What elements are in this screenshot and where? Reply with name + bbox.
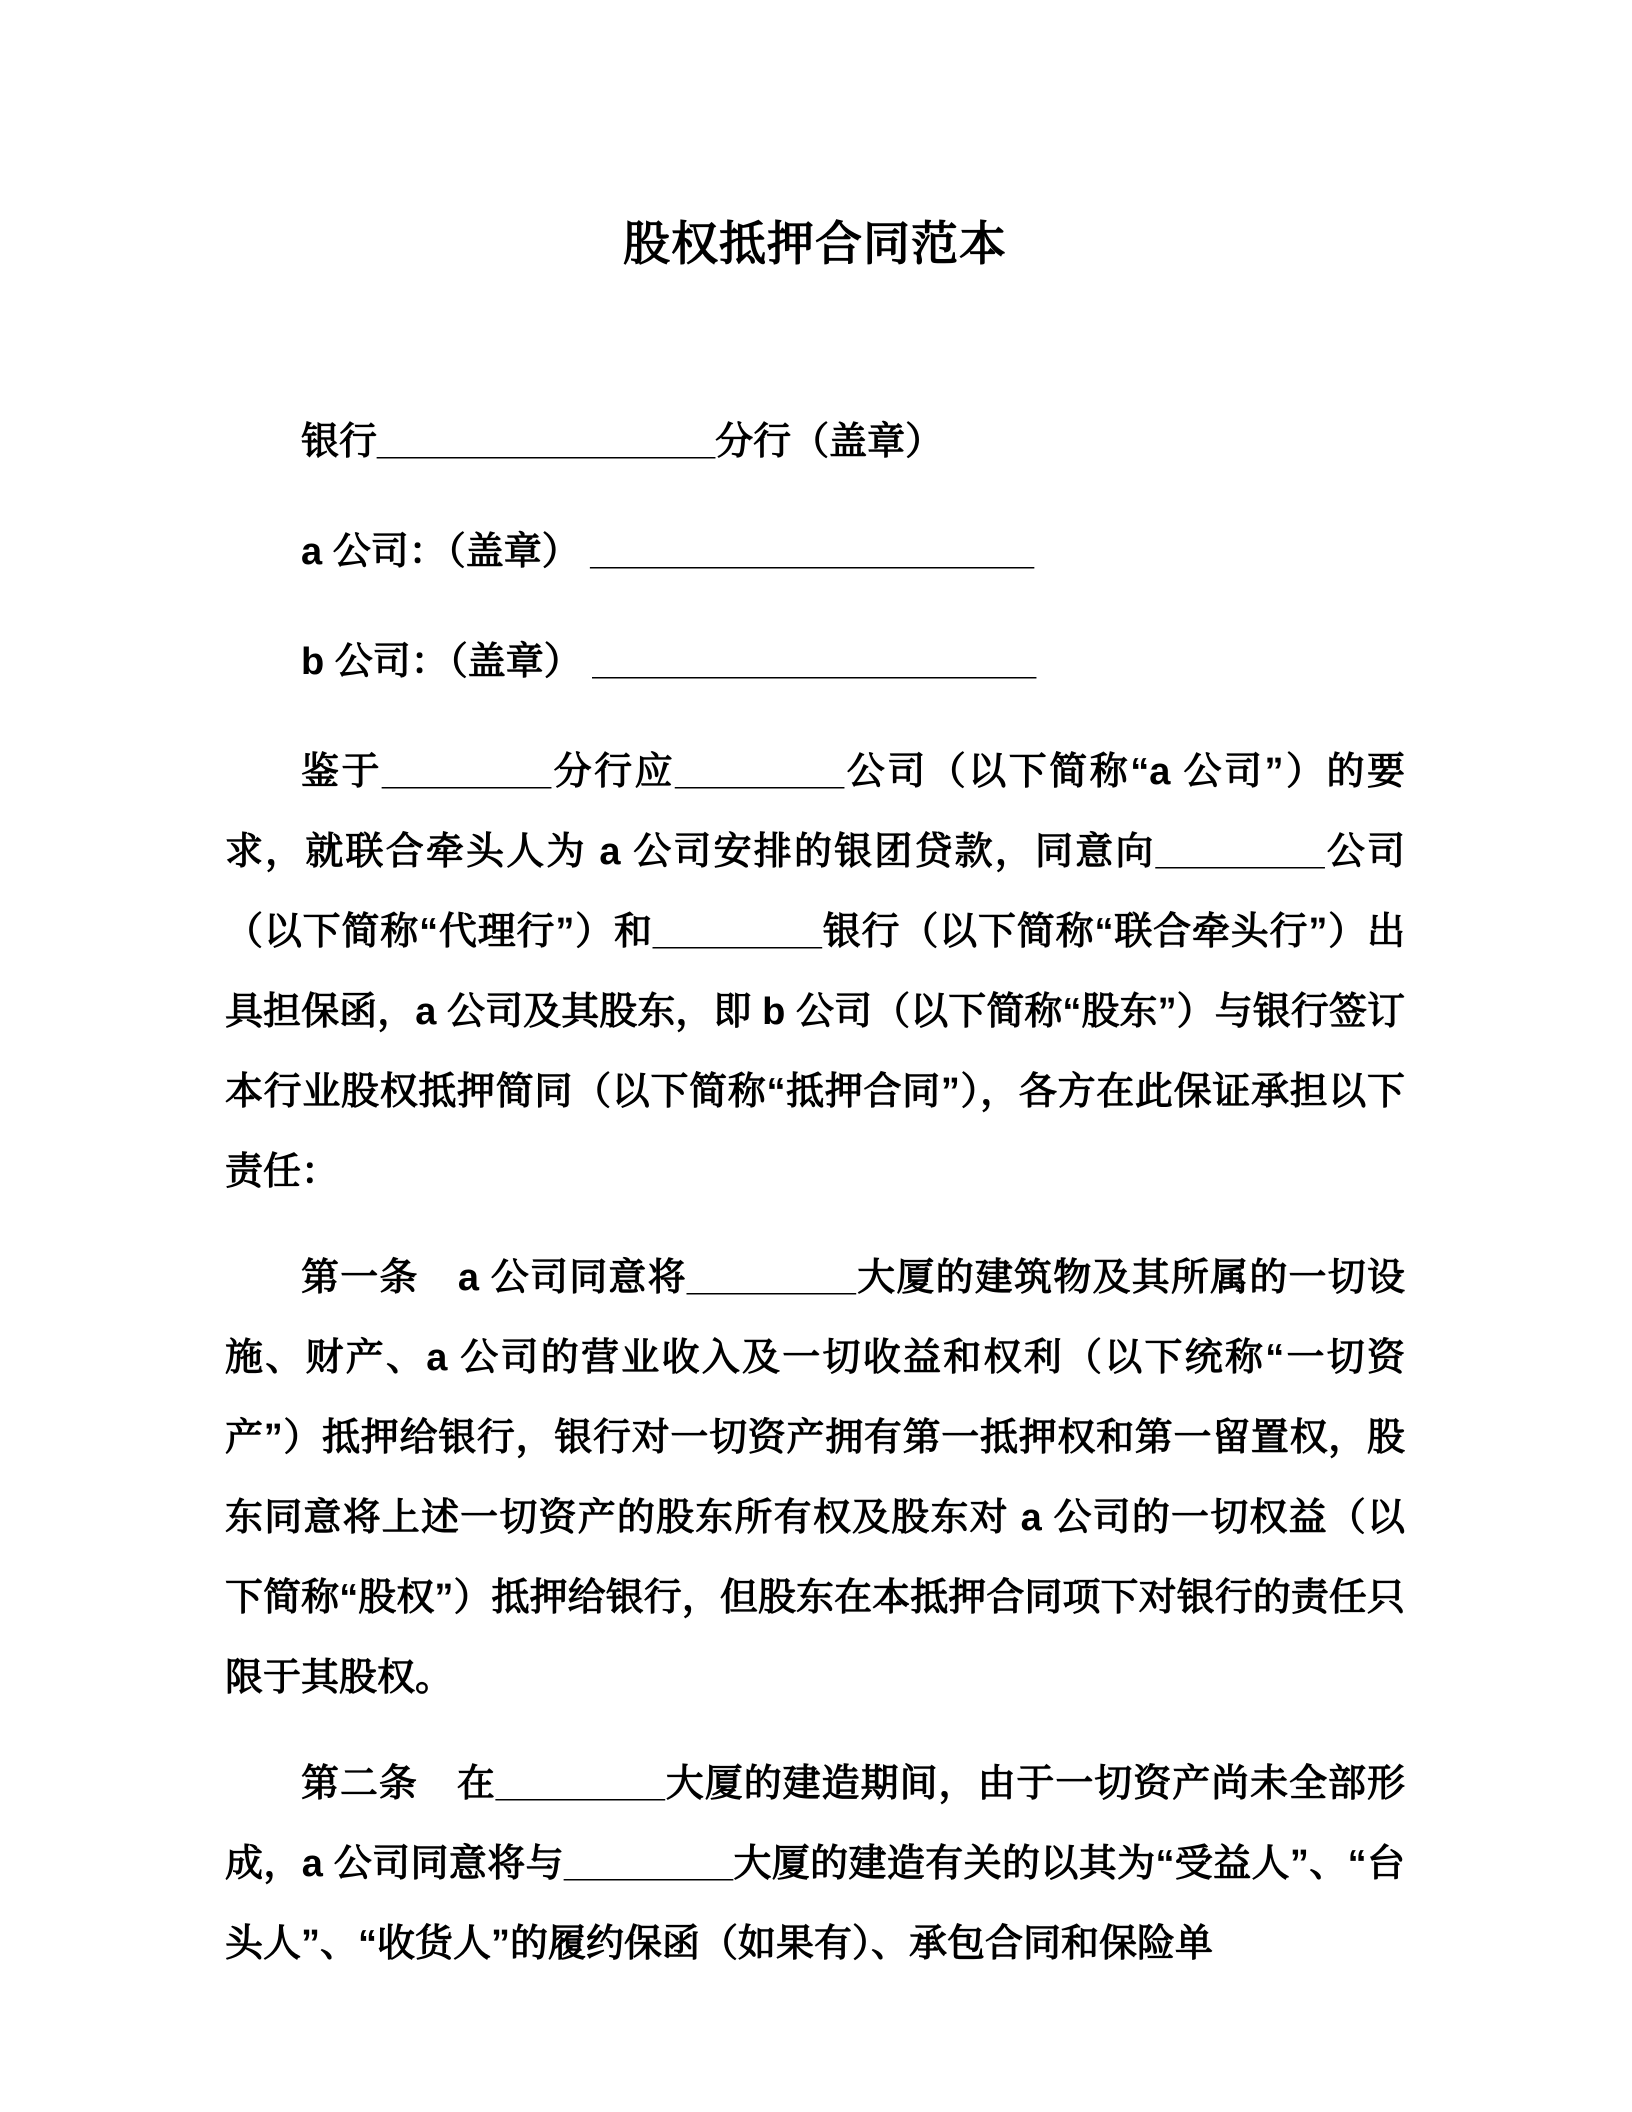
article-2-paragraph: 第二条 在________大厦的建造期间，由于一切资产尚未全部形成，a 公司同意将与________大厦的建造有关的以其为“受益人”、“台头人”、“收货人”的履约保函（如果有）、承包合同和保险单 [225, 1763, 1405, 1965]
recitals-paragraph: 鉴于________分行应________公司（以下简称“a 公司”）的要求，就联合牵头人为 a 公司安排的银团贷款，同意向________公司（以下简称“代理行”）和________银行（以下简称“联合牵头行”）出具担保函，a 公司及其股东，即 b 公司（以下简称“股东”）与银行签订本行业股权抵押简同（以下简称“抵押合同”），各方在此保证承担以下责任： [225, 751, 1405, 1193]
document-title: 股权抵押合同范本 [623, 217, 1007, 270]
party-line-bank-branch-seal: 银行________________分行（盖章） [301, 421, 944, 463]
party-line-company-a-seal: a 公司：（盖章） _____________________ [301, 531, 1035, 573]
article-1-paragraph: 第一条 a 公司同意将________大厦的建筑物及其所属的一切设施、财产、a 公司的营业收入及一切收益和权利（以下统称“一切资产”）抵押给银行，银行对一切资产拥有第一抵押权和第一留置权，股东同意将上述一切资产的股东所有权及股东对 a 公司的一切权益（以下简称“股权”）抵押给银行，但股东在本抵押合同项下对银行的责任只限于其股权。 [225, 1257, 1405, 1699]
party-line-company-b-seal: b 公司：（盖章） _____________________ [301, 641, 1037, 683]
